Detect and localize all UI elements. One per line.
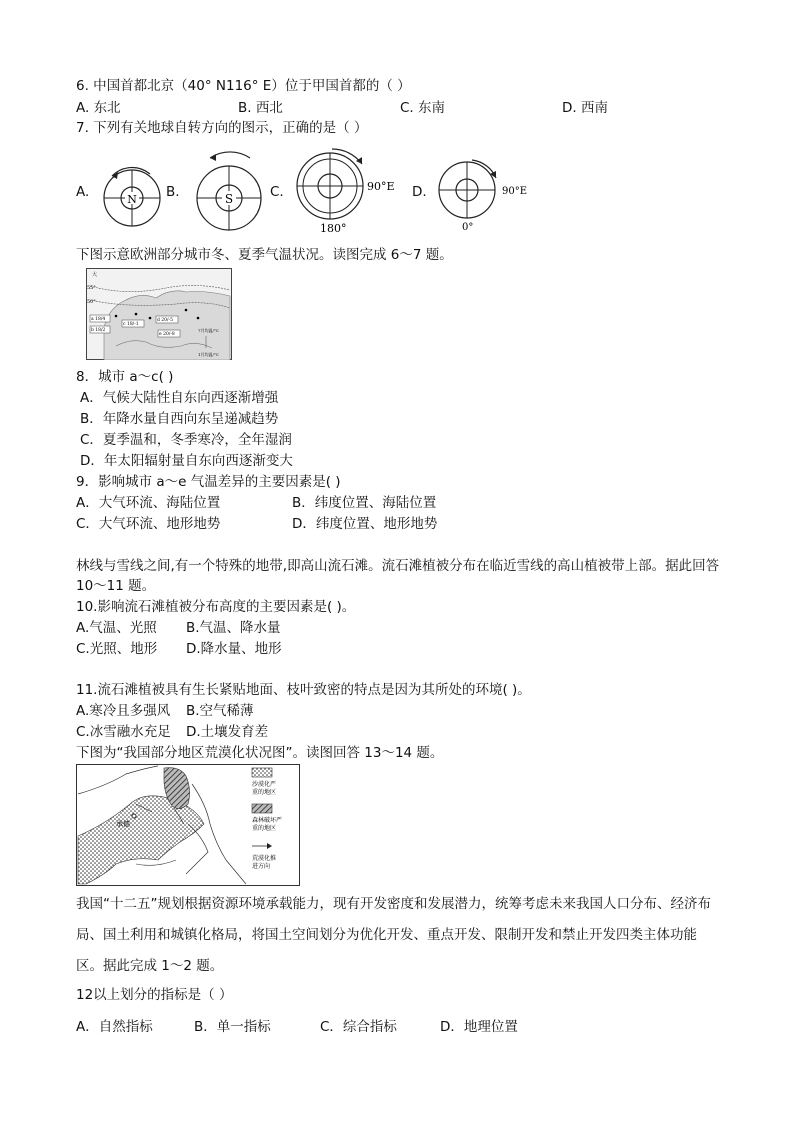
svg-text:d 20/-5: d 20/-5	[157, 318, 173, 323]
question-6-stem: 6. 中国首都北京（40° N116° E）位于甲国首都的（ ）	[76, 78, 411, 94]
q6-option-d: D. 西南	[562, 100, 608, 116]
plan-intro: 我国“十二五”规划根据资源环境承载能力，现有开发密度和发展潜力，统筹考虑未来我国人口分布、经济布局、国土利用和城镇化格局，将国土空间划分为优化开发、重点开发、限制开发和禁止开发四类主体功能区。据此完成 1～2 题。	[76, 896, 711, 974]
q7-figure-a	[98, 160, 166, 230]
svg-text:90°E: 90°E	[502, 186, 528, 197]
svg-text:a 18/4: a 18/4	[91, 317, 106, 322]
q7-label-a: A.	[76, 184, 90, 200]
q10-option-b: B.气温、降水量	[186, 620, 281, 636]
q11-option-b: B.空气稀薄	[186, 703, 254, 719]
q11-option-a: A.寒冷且多强风	[76, 703, 171, 719]
europe-climate-map	[86, 268, 232, 360]
q8-option-c: C．夏季温和，冬季寒冷，全年湿润	[80, 432, 292, 448]
svg-text:重的地区: 重的地区	[252, 825, 277, 832]
q6-option-b: B. 西北	[238, 100, 283, 116]
q7-label-d: D.	[412, 184, 427, 200]
q6-option-c: C. 东南	[400, 100, 446, 116]
q12-option-b: B．单一指标	[194, 1019, 271, 1035]
q8-option-a: A．气候大陆性自东向西逐渐增强	[80, 390, 279, 406]
alpine-intro: 林线与雪线之间,有一个特殊的地带,即高山流石滩。流石滩植被分布在临近雪线的高山植被带上部。据此回答 10～11 题。	[76, 558, 720, 594]
svg-text:森林破坏严: 森林破坏严	[252, 817, 283, 824]
question-7-stem: 7. 下列有关地球自转方向的图示，正确的是（ ）	[76, 120, 368, 136]
question-8-stem: 8．城市 a～c( )	[76, 369, 174, 385]
svg-text:e 20/-8: e 20/-8	[159, 332, 175, 337]
q9-option-b: B．纬度位置、海陆位置	[292, 495, 437, 511]
question-12-stem: 12以上划分的指标是（ ）	[76, 987, 233, 1003]
svg-text:S: S	[224, 192, 234, 206]
q9-option-d: D．纬度位置、地形地势	[292, 516, 438, 532]
svg-text:50°: 50°	[87, 299, 96, 305]
q11-option-c: C.冰雪融水充足	[76, 724, 171, 740]
q8-option-b: B．年降水量自西向东呈递减趋势	[80, 411, 279, 427]
q9-option-c: C．大气环流、地形地势	[76, 516, 221, 532]
svg-text:荒漠化推: 荒漠化推	[252, 855, 277, 862]
desertification-map	[76, 764, 300, 886]
svg-text:180°: 180°	[320, 222, 347, 235]
question-9-stem: 9．影响城市 a～e 气温差异的主要因素是( )	[76, 474, 341, 490]
q12-option-a: A．自然指标	[76, 1019, 153, 1035]
q8-option-d: D．年太阳辐射量自东向西逐渐变大	[80, 453, 293, 469]
q10-option-c: C.光照、地形	[76, 641, 158, 657]
q12-option-c: C．综合指标	[320, 1019, 397, 1035]
svg-text:重的地区: 重的地区	[252, 789, 277, 796]
svg-text:大: 大	[92, 272, 98, 278]
europe-intro: 下图示意欧洲部分城市冬、夏季气温状况。读图完成 6～7 题。	[76, 247, 453, 263]
svg-text:b 18/2: b 18/2	[91, 328, 106, 333]
question-10-stem: 10.影响流石滩植被分布高度的主要因素是( )。	[76, 599, 356, 615]
question-11-stem: 11.流石滩植被具有生长紧贴地面、枝叶致密的特点是因为其所处的环境( )。	[76, 682, 531, 698]
svg-text:90°E: 90°E	[367, 180, 395, 193]
q10-option-d: D.降水量、地形	[186, 641, 282, 657]
svg-text:沙漠化严: 沙漠化严	[252, 781, 277, 788]
q7-figure-d	[432, 152, 532, 234]
q7-label-c: C.	[270, 184, 284, 200]
svg-text:承德: 承德	[116, 820, 130, 828]
q10-option-a: A.气温、光照	[76, 620, 157, 636]
q9-option-a: A．大气环流、海陆位置	[76, 495, 221, 511]
desert-intro: 下图为“我国部分地区荒漠化状况图”。读图回答 13～14 题。	[76, 745, 444, 761]
q7-figure-b	[188, 146, 270, 232]
svg-text:7月均温/°C: 7月均温/°C	[198, 328, 219, 333]
svg-text:1月均温/°C: 1月均温/°C	[198, 352, 219, 357]
svg-text:0°: 0°	[462, 222, 474, 233]
q11-option-d: D.土壤发育差	[186, 724, 269, 740]
svg-text:N: N	[127, 193, 137, 206]
q7-label-b: B.	[166, 184, 180, 200]
q12-option-d: D．地理位置	[440, 1019, 518, 1035]
q7-figure-c	[292, 144, 404, 236]
svg-text:c 18/-1: c 18/-1	[123, 322, 139, 327]
svg-text:进方向: 进方向	[252, 863, 271, 870]
q6-option-a: A. 东北	[76, 100, 121, 116]
svg-text:55°: 55°	[87, 285, 96, 291]
